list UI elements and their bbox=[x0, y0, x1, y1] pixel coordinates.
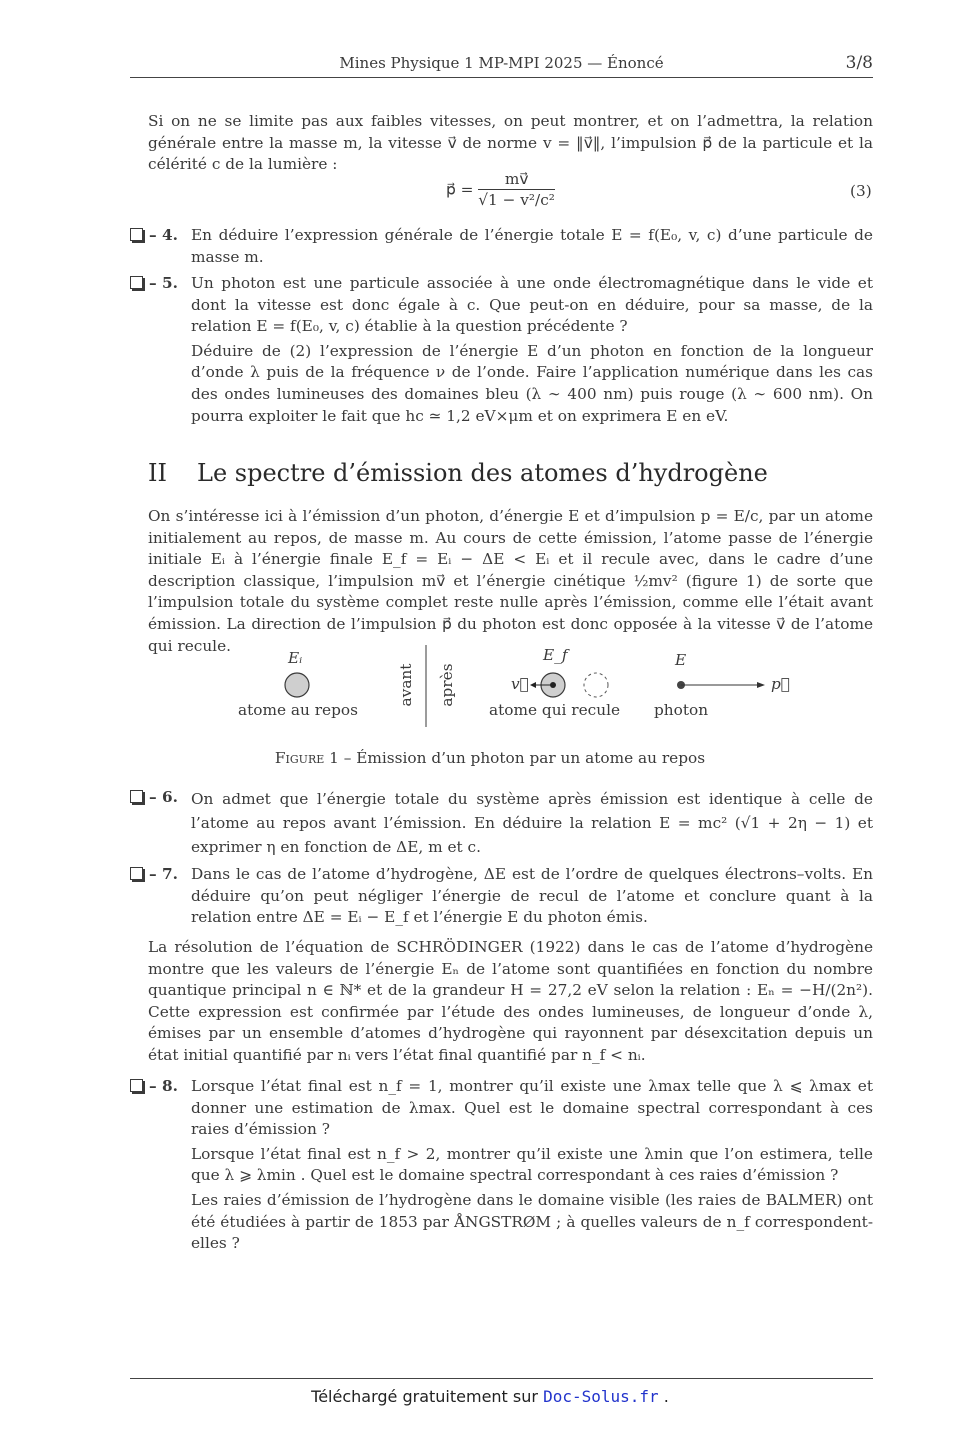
figure-1 bbox=[230, 645, 790, 735]
section-heading bbox=[148, 459, 768, 487]
section-intro-paragraph bbox=[148, 506, 873, 657]
label-p: p⃗ bbox=[771, 675, 790, 693]
question-4-text: En déduire l’expression générale de l’énergie totale E = f(E₀, v, c) d’une particule de masse m. bbox=[191, 226, 873, 266]
intro-text: Si on ne se limite pas aux faibles vitesses, on peut montrer, et on l’admettra, la relation générale entre la masse m, la vitesse v⃗ de norme v = ‖v⃗‖, l’impulsion p⃗ de la particule et la célérité c de la lumière : bbox=[148, 112, 873, 174]
checkbox-icon bbox=[130, 867, 143, 880]
page-number: 3/8 bbox=[845, 53, 873, 73]
label-atom-recoil: atome qui recule bbox=[489, 701, 621, 719]
label-avant: avant bbox=[397, 663, 415, 707]
section-intro-text: On s’intéresse ici à l’émission d’un photon, d’énergie E et d’impulsion p = E/c, par un atome initialement au repos, de masse m. Au cours de cette émission, l’atome passe de l’énergie initiale Eᵢ à l’énergie finale E_f = Eᵢ − ΔE < Eᵢ et il recule avec, dans le cadre d’une description classique, l’impulsion mv⃗ et l’énergie cinétique ½mv² (figure 1) de sorte que l’impulsion totale du système complet reste nulle après l’émission, comme elle l’était avant émission. La direction de l’impulsion p⃗ du photon est donc opposée à la vitesse v⃗ de l’atome qui recule. bbox=[148, 507, 873, 655]
velocity-arrowhead-icon bbox=[530, 682, 536, 688]
question-8-text-3: Les raies d’émission de l’hydrogène dans le domaine visible (les raies de BALMER) ont été étudiées à partir de 1853 par ÅNGSTRØM ; à quelles valeurs de n_f correspondent-elles ? bbox=[191, 1190, 873, 1253]
atom-ghost-circle bbox=[584, 673, 608, 697]
question-5-label: – 5. bbox=[149, 274, 178, 292]
caption-text: – Émission d’un photon par un atome au repos bbox=[338, 749, 706, 767]
page-footer bbox=[0, 1387, 980, 1406]
label-v: v⃗ bbox=[511, 675, 529, 693]
checkbox-icon bbox=[130, 276, 143, 289]
page-header bbox=[130, 54, 873, 76]
equation-3 bbox=[446, 170, 555, 209]
label-photon: photon bbox=[654, 701, 709, 719]
question-8-label: – 8. bbox=[149, 1077, 178, 1095]
footer-dot: . bbox=[658, 1387, 669, 1406]
eq3-denominator: √1 − v²/c² bbox=[478, 191, 555, 209]
question-8-text-1: Lorsque l’état final est n_f = 1, montrer qu’il existe une λmax telle que λ ⩽ λmax et donner une estimation de λmax. Quel est le domaine spectral correspondant à ces raies d’émission ? bbox=[191, 1077, 873, 1139]
question-7-label: – 7. bbox=[149, 865, 178, 883]
schrodinger-paragraph bbox=[148, 937, 873, 1067]
checkbox-icon bbox=[130, 790, 143, 803]
label-atom-rest: atome au repos bbox=[238, 701, 358, 719]
label-e: E bbox=[675, 651, 687, 669]
checkbox-icon bbox=[130, 228, 143, 241]
header-rule bbox=[130, 77, 873, 78]
eq3-numerator: mv⃗ bbox=[478, 170, 555, 190]
question-4 bbox=[130, 225, 873, 268]
section-title: Le spectre d’émission des atomes d’hydrogène bbox=[197, 459, 768, 487]
schrodinger-text: La résolution de l’équation de SCHRÖDINGER (1922) dans le cas de l’atome d’hydrogène montre que les valeurs de l’énergie Eₙ de l’atome sont quantifiées en fonction du nombre quantique principal n ∈ ℕ* et de la grandeur H = 27,2 eV selon la relation : Eₙ = −H/(2n²). Cette expression est confirmée par l’étude des ondes lumineuses, de longueur d’onde λ, émises par un ensemble d’atomes d’hydrogène qui rayonnent par désexcitation depuis un état initial quantifié par nᵢ vers l’état final quantifié par n_f < nᵢ. bbox=[148, 938, 873, 1064]
intro-paragraph bbox=[148, 111, 873, 176]
eq3-lhs: p⃗ = bbox=[446, 180, 474, 199]
question-6-text: On admet que l’énergie totale du système après émission est identique à celle de l’atome au repos avant l’émission. En déduire la relation E = mc² (√1 + 2η − 1) et exprimer η en fonction de ΔE, m et c. bbox=[191, 790, 873, 856]
question-5-text-1: Un photon est une particule associée à une onde électromagnétique dans le vide et dont la vitesse est donc égale à c. Que peut-on en déduire, pour sa masse, de la relation E = f(E₀, v, c) établie à la question précédente ? bbox=[191, 274, 873, 336]
caption-prefix: Figure 1 bbox=[274, 749, 339, 767]
question-8 bbox=[130, 1076, 873, 1255]
photon-arrowhead-icon bbox=[757, 682, 765, 688]
atom-rest-circle bbox=[285, 673, 309, 697]
question-5-text-2: Déduire de (2) l’expression de l’énergie E d’un photon en fonction de la longueur d’onde λ puis de la fréquence ν de l’onde. Faire l’application numérique dans les cas des ondes lumineuses des domaines bleu (λ ∼ 400 nm) puis rouge (λ ∼ 600 nm). On pourra exploiter le fait que hc ≃ 1,2 eV×μm et on exprimera E en eV. bbox=[191, 341, 873, 425]
label-ef: E_f bbox=[543, 646, 568, 664]
question-7 bbox=[130, 864, 873, 929]
label-apres: après bbox=[438, 663, 456, 707]
question-8-text-2: Lorsque l’état final est n_f > 2, montrer qu’il existe une λmin que l’on estimera, telle que λ ⩾ λmin . Quel est le domaine spectral correspondant à ces raies d’émission ? bbox=[191, 1144, 873, 1185]
header-title: Mines Physique 1 MP-MPI 2025 — Énoncé bbox=[339, 54, 664, 72]
footer-link[interactable]: Doc-Solus.fr bbox=[543, 1387, 659, 1406]
question-5 bbox=[130, 273, 873, 427]
question-6-label: – 6. bbox=[149, 788, 178, 806]
label-ei: Eᵢ bbox=[288, 649, 303, 667]
checkbox-icon bbox=[130, 1079, 143, 1092]
figure-1-drawing bbox=[230, 645, 790, 735]
question-7-text: Dans le cas de l’atome d’hydrogène, ΔE est de l’ordre de quelques électrons–volts. En déduire qu’on peut négliger l’énergie de recul de l’atome et conclure quant à la relation entre ΔE = Eᵢ − E_f et l’énergie E du photon émis. bbox=[191, 865, 873, 927]
equation-3-number: (3) bbox=[850, 182, 872, 200]
question-4-label: – 4. bbox=[149, 226, 178, 244]
section-number: II bbox=[148, 459, 167, 487]
question-6 bbox=[130, 787, 873, 859]
footer-rule bbox=[130, 1378, 873, 1379]
footer-text: Téléchargé gratuitement sur bbox=[311, 1387, 544, 1406]
figure-1-caption bbox=[0, 749, 980, 767]
